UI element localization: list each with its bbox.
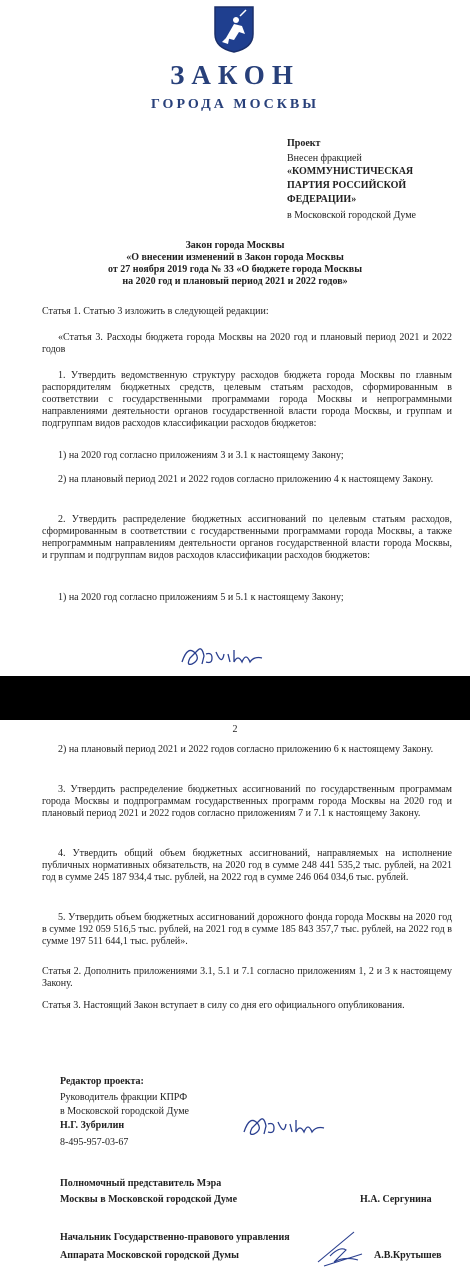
law-title-line-2: «О внесении изменений в Закон города Москвы <box>126 252 344 263</box>
law-title-line-3: от 27 ноября 2019 года № 33 «О бюджете города Москвы <box>108 264 362 275</box>
signature-zubrilin-2 <box>240 1110 330 1140</box>
article-3-heading: «Статья 3. Расходы бюджета города Москвы на 2020 год и плановый период 2021 и 2022 годов <box>42 332 452 355</box>
project-label: Проект <box>287 138 321 149</box>
document-title: ЗАКОН <box>170 60 300 90</box>
paragraph-2: 2. Утвердить распределение бюджетных ассигнований по целевым статьям расходов, сформированным в соответствии с государственными программами города Москвы, а также непрограммным направлениям деятельности органов государственной власти города Москвы, и группам и подгруппам видов расходов классификации расходов бюджетов: <box>42 514 452 561</box>
signature-zubrilin <box>178 640 268 670</box>
fraction-line-3: ФЕДЕРАЦИИ» <box>287 194 357 205</box>
mayor-rep-name: Н.А. Сергунина <box>360 1194 432 1205</box>
article-2: Статья 2. Дополнить приложениями 3.1, 5.1 и 7.1 согласно приложениям 1, 2 и 3 к настоящему Закону. <box>42 966 452 989</box>
paragraph-2-item-2: 2) на плановый период 2021 и 2022 годов согласно приложению 6 к настоящему Закону. <box>58 744 434 755</box>
editor-name: Н.Г. Зубрилин <box>60 1120 125 1131</box>
editor-phone: 8-495-957-03-67 <box>60 1137 129 1148</box>
document-page-2 <box>0 720 470 1280</box>
paragraph-1-item-1: 1) на 2020 год согласно приложениям 3 и 3.1 к настоящему Закону; <box>58 450 344 461</box>
page-number: 2 <box>232 724 238 735</box>
signature-krutyshev <box>310 1226 370 1270</box>
editor-role-line-1: Руководитель фракции КПРФ <box>60 1092 188 1103</box>
mayor-rep-line-1: Полномочный представитель Мэра <box>60 1178 222 1189</box>
paragraph-2-item-1: 1) на 2020 год согласно приложениям 5 и 5.1 к настоящему Закону; <box>58 592 344 603</box>
law-title-line-1: Закон города Москвы <box>185 240 285 251</box>
paragraph-4: 4. Утвердить общий объем бюджетных ассигнований, направляемых на исполнение публичных нормативных обязательств, на 2020 год в сумме 248 441 535,2 тыс. рублей, на 2021 год в сумме 245 187 934,4 тыс. рублей, на 2022 год в сумме 246 064 034,6 тыс. рублей. <box>42 848 452 883</box>
article-3: Статья 3. Настоящий Закон вступает в силу со дня его официального опубликования. <box>42 1000 405 1011</box>
legal-head-name: А.В.Крутышев <box>374 1250 442 1261</box>
paragraph-1-item-2: 2) на плановый период 2021 и 2022 годов согласно приложению 4 к настоящему Закону. <box>58 474 434 485</box>
fraction-line-1: «КОММУНИСТИЧЕСКАЯ <box>287 166 414 177</box>
paragraph-3: 3. Утвердить распределение бюджетных ассигнований по государственным программам города Москвы и подпрограммам государственных программ города Москвы на 2020 год и плановый период 2021 и 2022 годов согласно приложениям 7 и 7.1 к настоящему Закону. <box>42 784 452 819</box>
introduced-by: Внесен фракцией <box>287 153 362 164</box>
article-1-intro: Статья 1. Статью 3 изложить в следующей редакции: <box>42 306 269 317</box>
paragraph-1: 1. Утвердить ведомственную структуру расходов бюджета города Москвы по главным распорядителям бюджетных средств, целевым статьям расходов, сформированным в соответствии с государственными программами города Москвы и непрограммными направлениями деятельности органов государственной власти города Москвы, и группам и подгруппам видов расходов классификации расходов бюджетов: <box>42 370 452 429</box>
legal-head-line-2: Аппарата Московской городской Думы <box>60 1250 239 1261</box>
paragraph-5: 5. Утвердить объем бюджетных ассигнований дорожного фонда города Москвы на 2020 год в сумме 192 059 516,5 тыс. рублей, на 2021 год в сумме 185 843 357,7 тыс. рублей, на 2022 год в сумме 197 511 644,1 тыс. рублей». <box>42 912 452 947</box>
mayor-rep-line-2: Москвы в Московской городской Думе <box>60 1194 238 1205</box>
editor-role-line-2: в Московской городской Думе <box>60 1106 189 1117</box>
legal-head-line-1: Начальник Государственно-правового управления <box>60 1232 290 1243</box>
page-separator <box>0 676 470 720</box>
duma-line: в Московской городской Думе <box>287 210 416 221</box>
document-subtitle: ГОРОДА МОСКВЫ <box>151 97 319 112</box>
editor-label: Редактор проекта: <box>60 1076 144 1087</box>
moscow-coat-of-arms-icon <box>212 4 256 54</box>
fraction-line-2: ПАРТИЯ РОССИЙСКОЙ <box>287 180 407 191</box>
law-title-line-4: на 2020 год и плановый период 2021 и 2022 годов» <box>122 276 348 287</box>
